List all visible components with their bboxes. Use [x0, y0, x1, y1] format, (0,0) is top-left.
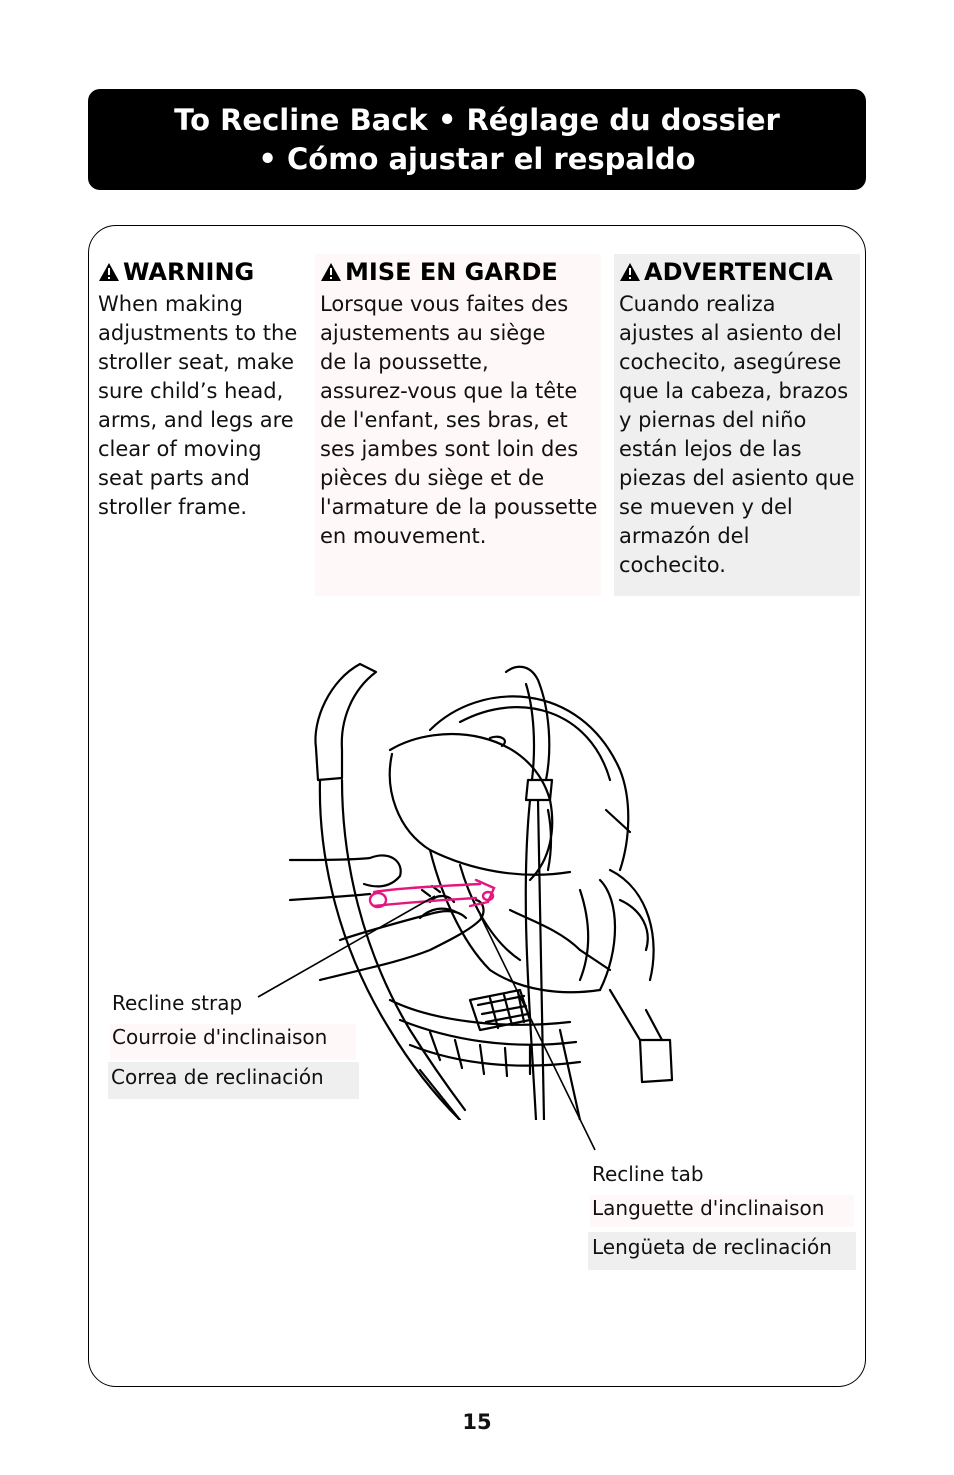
label-recline-strap-es: Correa de reclinación [108, 1062, 359, 1099]
warning-triangle-icon [320, 262, 342, 282]
text-line: que la cabeza, brazos [619, 379, 849, 403]
label-recline-strap-en: Recline strap [112, 991, 243, 1015]
text-line: en mouvement. [320, 524, 487, 548]
page-title-bar [88, 89, 866, 190]
text-line: pièces du siège et de [320, 466, 545, 490]
warning-english [98, 254, 308, 522]
text-line: stroller seat, make [98, 350, 295, 374]
text-line: ajustes al asiento del [619, 321, 842, 345]
text-line: de l'enfant, ses bras, et [320, 408, 568, 432]
warning-french [315, 254, 601, 596]
text-line: y piernas del niño [619, 408, 807, 432]
text-line: ajustements au siège [320, 321, 546, 345]
text-line: assurez-vous que la tête [320, 379, 578, 403]
text-line: piezas del asiento que [619, 466, 855, 490]
warning-heading-label: MISE EN GARDE [345, 258, 558, 286]
text-line: están lejos de las [619, 437, 802, 461]
label-recline-tab-es: Lengüeta de reclinación [588, 1232, 856, 1270]
label-recline-strap-fr: Courroie d'inclinaison [110, 1024, 356, 1060]
warning-spanish [614, 254, 860, 596]
warning-heading-french [320, 254, 601, 290]
text-line: cochecito. [619, 553, 726, 577]
warning-triangle-icon [619, 262, 641, 282]
text-line: se mueven y del [619, 495, 793, 519]
text-line: ses jambes sont loin des [320, 437, 579, 461]
warning-heading-label: ADVERTENCIA [644, 258, 833, 286]
text-line: arms, and legs are [98, 408, 294, 432]
warning-text-english [98, 290, 308, 522]
warning-triangle-icon [98, 262, 120, 282]
label-recline-tab-en: Recline tab [592, 1162, 704, 1186]
text-line: adjustments to the [98, 321, 298, 345]
text-line: stroller frame. [98, 495, 248, 519]
text-line: de la poussette, [320, 350, 489, 374]
page-number: 15 [462, 1410, 492, 1434]
text-line: clear of moving [98, 437, 262, 461]
warning-heading-spanish [619, 254, 860, 290]
text-line: seat parts and [98, 466, 250, 490]
text-line: Cuando realiza [619, 292, 776, 316]
label-recline-tab-fr: Languette d'inclinaison [590, 1195, 854, 1227]
warning-heading-label: WARNING [123, 258, 255, 286]
page-title-line-2: • Cómo ajustar el respaldo [258, 141, 696, 176]
text-line: Lorsque vous faites des [320, 292, 569, 316]
text-line: cochecito, asegúrese [619, 350, 842, 374]
warning-text-spanish [619, 290, 860, 580]
text-line: l'armature de la poussette [320, 495, 598, 519]
text-line: sure child’s head, [98, 379, 284, 403]
page-title-line-1: To Recline Back • Réglage du dossier [174, 102, 780, 137]
text-line: When making [98, 292, 243, 316]
warning-heading-english [98, 254, 308, 290]
warning-text-french [320, 290, 601, 551]
text-line: armazón del [619, 524, 750, 548]
